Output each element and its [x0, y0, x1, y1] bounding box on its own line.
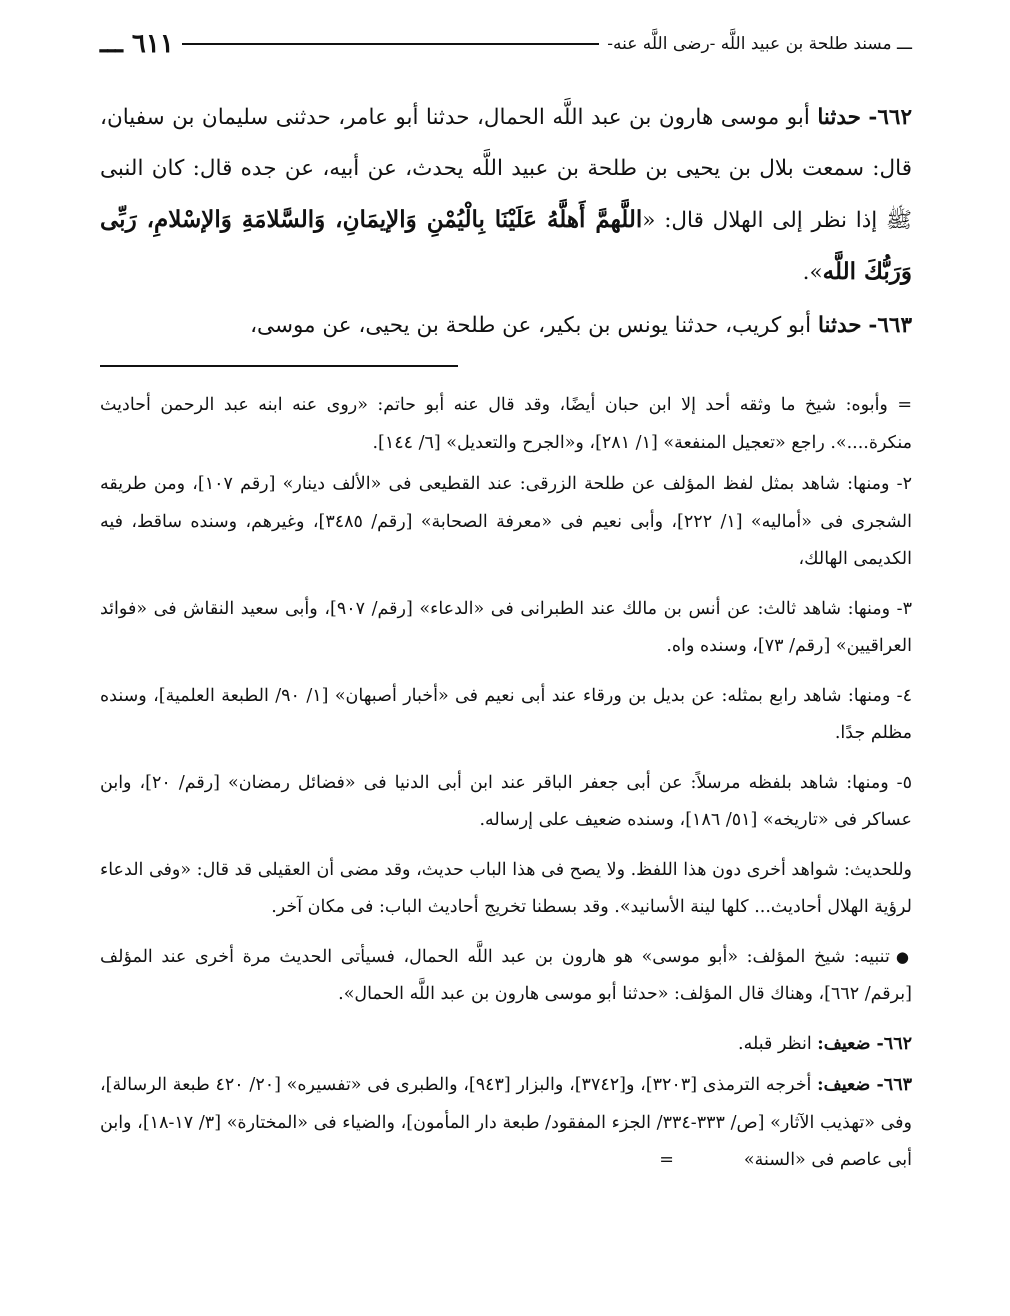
hadith-lead: حدثنا [817, 105, 861, 130]
footnote-tanbih [100, 939, 912, 1014]
hadith-text: أبو موسى هارون بن عبد اللَّه الحمال، حدثنا أبو عامر، حدثنى سليمان بن سفيان، قال: سمعت بلال بن يحيى بن طلحة بن عبيد اللَّه يحدث، عن أبيه، عن جده قال: كان النبى ﷺ إذا نظر إلى الهلال قال: « [100, 105, 912, 233]
footnote-663 [100, 1067, 912, 1180]
hadith-dua: اللَّهمَّ أَهلَّهُ عَلَيْنَا بِالْيُمْنِ وَالإيمَانِ، وَالسَّلامَةِ وَالإسْلامِ، رَبِّى وَرَبُّكَ اللَّه [100, 206, 912, 285]
running-header [100, 22, 912, 66]
header-title: ـــ مسند طلحة بن عبيد اللَّه -رضى اللَّه عنه- [607, 34, 912, 54]
hadith-662 [100, 92, 912, 298]
hadith-number: ٦٦٣- [868, 313, 912, 338]
page-number: ٦١١ ـــ [100, 29, 174, 59]
hadith-text: أبو كريب، حدثنا يونس بن بكير، عن طلحة بن يحيى، عن موسى، [250, 313, 818, 338]
hadith-number: ٦٦٢- [868, 105, 912, 130]
footnotes [100, 387, 912, 1180]
footnote-tanbih-text: تنبيه: شيخ المؤلف: «أبو موسى» هو هارون بن عبد اللَّه الحمال، فسيأتى الحديث مرة أخرى عند المؤلف [برقم/ ٦٦٢]، وهناك قال المؤلف: «حدثنا أبو موسى هارون بن عبد اللَّه الحمال». [100, 946, 912, 1004]
continuation-mark: = [659, 1150, 674, 1170]
footnote-2: ٢- ومنها: شاهد بمثل لفظ المؤلف عن طلحة الزرقى: عند القطيعى فى «الألف دينار» [رقم ١٠٧]، ومن طريقه الشجرى فى «أماليه» [١/ ٢٢٢]، وأبى نعيم فى «معرفة الصحابة» [رقم/ ٣٤٨٥]، وغيرهم، وسنده ساقط، فيه الكديمى الهالك، [100, 474, 913, 569]
footnote-662 [100, 1026, 912, 1064]
book-page [100, 22, 912, 1302]
footnote-shawahid: وللحديث: شواهد أخرى دون هذا اللفظ. ولا يصح فى هذا الباب حديث، وقد مضى أن العقيلى قد قال: «وفى الدعاء لرؤية الهلال أحاديث... كلها لينة الأسانيد». وقد بسطنا تخريج أحاديث الباب: فى مكان آخر. [100, 859, 912, 917]
grading-label: ٦٦٢- ضعيف: [817, 1033, 912, 1054]
hadith-lead: حدثنا [817, 313, 862, 338]
hadith-end: ». [802, 260, 823, 285]
header-rule [182, 43, 599, 45]
main-text [100, 92, 912, 351]
footnote-4: ٤- ومنها: شاهد رابع بمثله: عن بديل بن ورقاء عند أبى نعيم فى «أخبار أصبهان» [١/ ٩٠/ الطبعة العلمية]، وسنده مظلم جدًا. [100, 685, 912, 743]
footnote-continuation: = وأبوه: شيخ ما وثقه أحد إلا ابن حبان أيضًا، وقد قال عنه أبو حاتم: «روى عنه ابنه عبد الرحمن أحاديث منكرة....». راجع «تعجيل المنفعة» [١/ ٢٨١]، و«الجرح والتعديل» [٦/ ١٤٤]. [100, 395, 912, 453]
bullet-icon: ● [895, 947, 912, 966]
hadith-663 [100, 300, 912, 351]
grading-label: ٦٦٣- ضعيف: [817, 1075, 912, 1095]
footnote-separator [100, 365, 458, 367]
grading-text: انظر قبله. [738, 1033, 818, 1054]
footnote-5: ٥- ومنها: شاهد بلفظه مرسلاً: عن أبى جعفر الباقر عند ابن أبى الدنيا فى «فضائل رمضان» [رقم/ ٢٠]، وابن عساكر فى «تاريخه» [٥١/ ١٨٦]، وسنده ضعيف على إرساله. [100, 772, 912, 830]
grading-text: أخرجه الترمذى [٣٢٠٣]، و[٣٧٤٢]، والبزار [٩٤٣]، والطبرى فى «تفسيره» [٢٠/ ٤٢٠ طبعة الرسالة]، وفى «تهذيب الآثار» [ص/ ٣٣٣-٣٣٤/ الجزء المفقود/ طبعة دار المأمون]، والضياء فى «المختارة» [٣/ ١٧-١٨]، وابن أبى عاصم فى «السنة» [100, 1075, 912, 1170]
footnote-3: ٣- ومنها: شاهد ثالث: عن أنس بن مالك عند الطبرانى فى «الدعاء» [رقم/ ٩٠٧]، وأبى سعيد النقاش فى «فوائد العراقيين» [رقم/ ٧٣]، وسنده واه. [100, 598, 912, 656]
